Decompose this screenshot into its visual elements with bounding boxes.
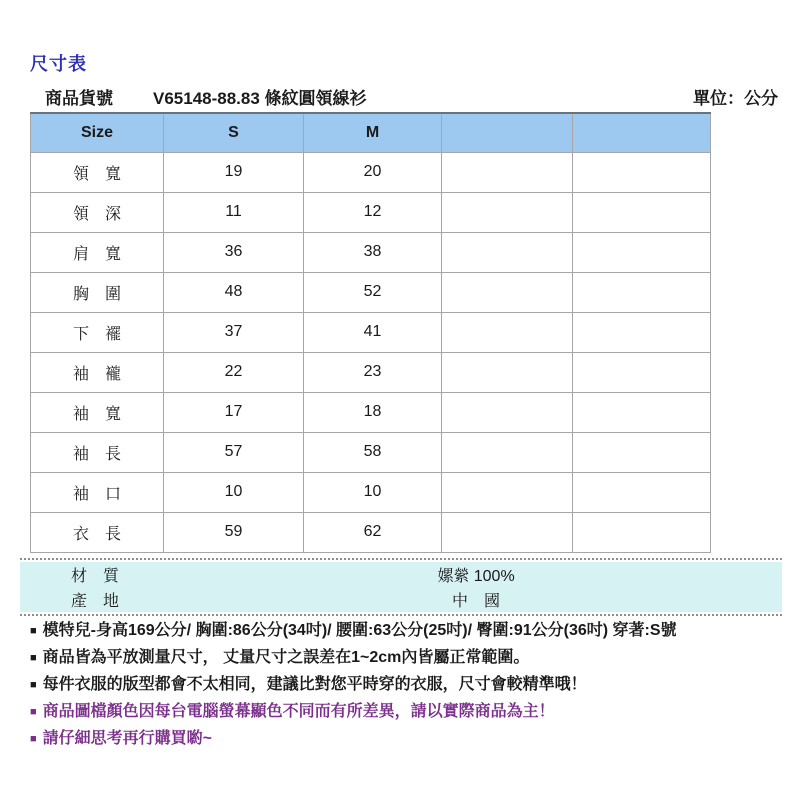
size-cell (442, 152, 573, 192)
size-cell: 12 (304, 192, 442, 232)
size-cell (573, 512, 711, 552)
size-cell (573, 232, 711, 272)
row-label: 領 深 (31, 192, 164, 232)
size-cell: 41 (304, 312, 442, 352)
size-cell: 20 (304, 152, 442, 192)
size-cell: 10 (304, 472, 442, 512)
page-title: 尺寸表 (30, 54, 87, 74)
size-cell (442, 272, 573, 312)
size-cell (442, 232, 573, 272)
size-table (30, 112, 711, 553)
size-cell: 17 (164, 392, 304, 432)
row-label: 袖 口 (31, 472, 164, 512)
table-row (31, 512, 711, 552)
row-label: 袖 襱 (31, 352, 164, 392)
size-cell: 62 (304, 512, 442, 552)
size-cell: 18 (304, 392, 442, 432)
row-label: 衣 長 (31, 512, 164, 552)
size-cell: 22 (164, 352, 304, 392)
size-cell (442, 432, 573, 472)
origin-label: 產 地 (70, 593, 119, 610)
row-label: 下 襬 (31, 312, 164, 352)
size-cell (573, 312, 711, 352)
product-code-label: 商品貨號 (45, 89, 113, 108)
size-cell (573, 392, 711, 432)
note-flat-measurement (30, 644, 780, 671)
origin-value: 中 國 (451, 593, 500, 610)
size-cell: 48 (164, 272, 304, 312)
size-cell (442, 352, 573, 392)
material-origin-section (20, 558, 782, 616)
square-bullet-icon: ■ (30, 652, 37, 664)
size-cell: 10 (164, 472, 304, 512)
square-bullet-icon: ■ (30, 733, 37, 745)
size-cell: 52 (304, 272, 442, 312)
column-header-m: M (304, 113, 442, 152)
size-cell: 37 (164, 312, 304, 352)
square-bullet-icon: ■ (30, 625, 37, 637)
size-cell (442, 512, 573, 552)
table-row (31, 472, 711, 512)
size-cell: 57 (164, 432, 304, 472)
size-cell: 11 (164, 192, 304, 232)
row-label: 胸 圍 (31, 272, 164, 312)
note-think-before-buying (30, 725, 780, 752)
note-text: 商品皆為平放測量尺寸， 丈量尺寸之誤差在1~2cm內皆屬正常範圍。 (42, 649, 530, 666)
size-table-header-row (31, 113, 711, 152)
table-row (31, 192, 711, 232)
table-row (31, 152, 711, 192)
row-label: 肩 寬 (31, 232, 164, 272)
size-cell: 23 (304, 352, 442, 392)
square-bullet-icon: ■ (30, 679, 37, 691)
note-text: 商品圖檔顏色因每台電腦螢幕顯色不同而有所差異，請以實際商品為主！ (42, 703, 555, 720)
material-label: 材 質 (70, 568, 119, 585)
table-row (31, 232, 711, 272)
size-cell (442, 472, 573, 512)
note-model-measurements (30, 617, 780, 644)
column-header-size: Size (31, 113, 164, 152)
size-cell: 58 (304, 432, 442, 472)
notes-list (30, 617, 780, 752)
size-cell: 38 (304, 232, 442, 272)
column-header-empty (442, 113, 573, 152)
row-label: 領 寬 (31, 152, 164, 192)
note-color-disclaimer (30, 698, 780, 725)
size-cell (573, 152, 711, 192)
material-value: 嫘縈 100% (437, 568, 515, 585)
size-cell: 36 (164, 232, 304, 272)
size-cell (573, 272, 711, 312)
note-text: 請仔細思考再行購買喲~ (42, 730, 213, 747)
square-bullet-icon: ■ (30, 706, 37, 718)
origin-row (20, 587, 782, 612)
note-text: 每件衣服的版型都會不太相同，建議比對您平時穿的衣服，尺寸會較精準哦！ (42, 676, 587, 693)
product-code-value: V65148-88.83 條紋圓領線衫 (153, 89, 367, 108)
size-cell: 59 (164, 512, 304, 552)
note-text: 模特兒-身高169公分/ 胸圍:86公分(34吋)/ 腰圍:63公分(25吋)/ 臀圍:91公分(36吋) 穿著:S號 (42, 622, 677, 639)
column-header-empty (573, 113, 711, 152)
size-cell (573, 432, 711, 472)
column-header-s: S (164, 113, 304, 152)
table-row (31, 432, 711, 472)
note-fit-advice (30, 671, 780, 698)
table-row (31, 312, 711, 352)
table-row (31, 352, 711, 392)
row-label: 袖 長 (31, 432, 164, 472)
material-row (20, 562, 782, 587)
table-row (31, 392, 711, 432)
product-header-row (0, 84, 800, 109)
unit-label: 單位：公分 (693, 89, 778, 108)
size-cell (442, 392, 573, 432)
size-cell (573, 472, 711, 512)
table-row (31, 272, 711, 312)
size-cell (573, 192, 711, 232)
size-cell (573, 352, 711, 392)
size-cell: 19 (164, 152, 304, 192)
row-label: 袖 寬 (31, 392, 164, 432)
size-cell (442, 192, 573, 232)
size-cell (442, 312, 573, 352)
